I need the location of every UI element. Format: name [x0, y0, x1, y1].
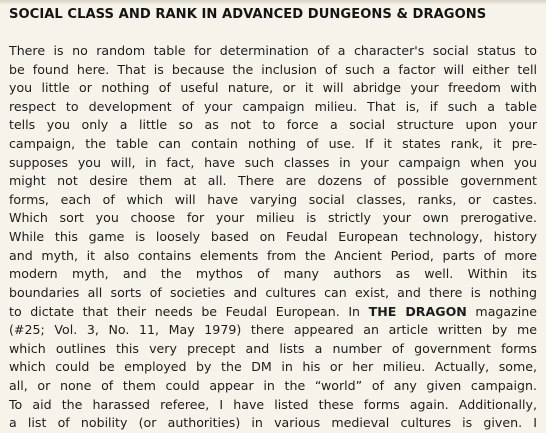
text-line: (#25; Vol. 3, No. 11, May 1979) there appeared an article written by me [9, 322, 537, 338]
text-line: and myth, it also contains elements from the Ancient Period, parts of more [9, 247, 537, 263]
text-line: modern myth, and the mythos of many authors as well. Within its [9, 266, 537, 282]
text-line: tells you only a little so as not to force a social structure upon your [9, 117, 537, 133]
page-top-edge [0, 0, 546, 5]
text-line: campaign, the table can contain nothing of use. If it states rank, it pre- [9, 136, 537, 152]
text-magazine: magazine [475, 303, 537, 319]
text-line: supposes you will, in fact, have such classes in your campaign when you [9, 154, 537, 170]
text-line-start: to dictate that their needs be Feudal European. [9, 303, 340, 319]
text-line: might not desire them at all. There are dozens of possible government [9, 173, 537, 189]
text-line: Which sort you choose for your milieu is strictly your own prerogative. [9, 210, 537, 226]
text-line: While this game is loosely based on Feudal European technology, history [9, 229, 537, 245]
text-line: There is no random table for determination of a character's social status to [9, 43, 537, 58]
text-line: all, or none of them could appear in the “world” of any given campaign. [9, 377, 537, 393]
text-in: In [348, 303, 361, 319]
text-line: which outlines this very precept and lists a number of government forms [9, 340, 537, 356]
text-line-with-magazine-title [9, 303, 537, 322]
magazine-title: THE DRAGON [368, 303, 467, 319]
text-line: To aid the harassed referee, I have listed these forms again. Additionally, [9, 396, 537, 412]
text-line: you little or nothing of useful nature, or it will abridge your freedom with [9, 80, 537, 96]
text-line: be found here. That is because the inclusion of such a factor will either tell [9, 61, 537, 77]
text-line: a list of nobility (or authorities) in various medieval cultures is given. I [9, 415, 537, 431]
text-line: forms, each of which will have varying social classes, ranks, or castes. [9, 191, 537, 207]
body-paragraph [9, 42, 537, 433]
text-line: respect to development of your campaign milieu. That is, if such a table [9, 98, 537, 114]
text-line: which could be employed by the DM in his or her milieu. Actually, some, [9, 359, 537, 375]
text-line: boundaries all sorts of societies and cultures can exist, and there is nothing [9, 284, 537, 300]
section-heading: SOCIAL CLASS AND RANK IN ADVANCED DUNGEONS & DRAGONS [9, 7, 487, 22]
